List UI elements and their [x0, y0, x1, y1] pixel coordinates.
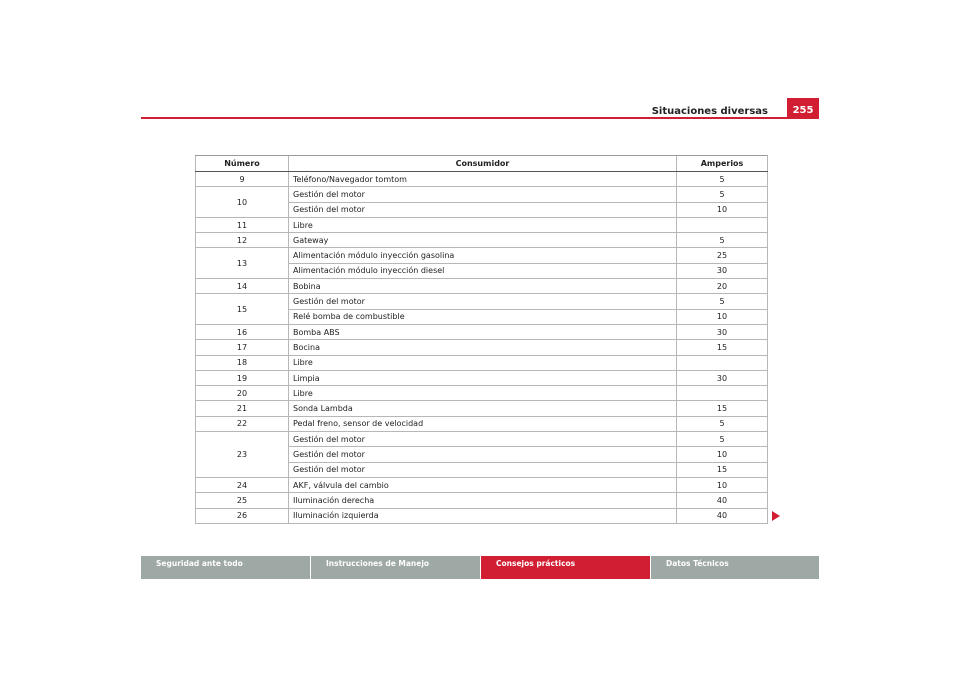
amperage-value [677, 217, 768, 232]
table-row [196, 477, 768, 492]
table-row [196, 217, 768, 232]
table-row [196, 340, 768, 355]
footer-tab-seguridad[interactable]: Seguridad ante todo [141, 556, 310, 579]
consumer-description: Alimentación módulo inyección diesel [289, 263, 677, 278]
amperage-value: 5 [677, 233, 768, 248]
footer-tab-instrucciones[interactable]: Instrucciones de Manejo [310, 556, 480, 579]
table-row [196, 233, 768, 248]
amperage-value: 5 [677, 416, 768, 431]
fuse-number: 14 [196, 279, 289, 294]
consumer-description: Alimentación módulo inyección gasolina [289, 248, 677, 263]
consumer-description: Iluminación izquierda [289, 508, 677, 523]
column-header-numero: Número [196, 156, 289, 172]
amperage-value: 15 [677, 462, 768, 477]
amperage-value: 5 [677, 187, 768, 202]
fuse-number: 25 [196, 493, 289, 508]
consumer-description: Gestión del motor [289, 432, 677, 447]
consumer-description: Gestión del motor [289, 294, 677, 309]
amperage-value: 20 [677, 279, 768, 294]
table-row [196, 248, 768, 263]
table-row [196, 432, 768, 447]
consumer-description: Gestión del motor [289, 447, 677, 462]
amperage-value: 10 [677, 309, 768, 324]
column-header-amperios: Amperios [677, 156, 768, 172]
amperage-value: 10 [677, 202, 768, 217]
fuse-number: 11 [196, 217, 289, 232]
consumer-description: Libre [289, 217, 677, 232]
consumer-description: Gestión del motor [289, 202, 677, 217]
fuse-number: 18 [196, 355, 289, 370]
fuse-number: 24 [196, 477, 289, 492]
fuse-number: 13 [196, 248, 289, 279]
fuse-number: 19 [196, 370, 289, 385]
consumer-description: Bocina [289, 340, 677, 355]
consumer-description: Limpia [289, 370, 677, 385]
consumer-description: Gestión del motor [289, 462, 677, 477]
consumer-description: Iluminación derecha [289, 493, 677, 508]
table-row [196, 355, 768, 370]
consumer-description: AKF, válvula del cambio [289, 477, 677, 492]
amperage-value: 15 [677, 340, 768, 355]
table-row [196, 370, 768, 385]
table-header-row [196, 156, 768, 172]
amperage-value: 25 [677, 248, 768, 263]
amperage-value: 30 [677, 370, 768, 385]
fuse-number: 15 [196, 294, 289, 325]
table-body [196, 172, 768, 524]
fuse-number: 21 [196, 401, 289, 416]
footer-tab-datos[interactable]: Datos Técnicos [650, 556, 819, 579]
table-row [196, 294, 768, 309]
amperage-value: 15 [677, 401, 768, 416]
consumer-description: Sonda Lambda [289, 401, 677, 416]
consumer-description: Bomba ABS [289, 324, 677, 339]
page-title: Situaciones diversas [651, 106, 768, 117]
amperage-value: 5 [677, 172, 768, 187]
fuse-number: 23 [196, 432, 289, 478]
amperage-value [677, 386, 768, 401]
amperage-value: 30 [677, 324, 768, 339]
table-row [196, 187, 768, 202]
amperage-value: 5 [677, 432, 768, 447]
amperage-value [677, 355, 768, 370]
fuse-number: 26 [196, 508, 289, 523]
footer-nav [141, 556, 819, 579]
column-header-consumidor: Consumidor [289, 156, 677, 172]
amperage-value: 10 [677, 477, 768, 492]
consumer-description: Libre [289, 355, 677, 370]
consumer-description: Bobina [289, 279, 677, 294]
next-page-arrow-icon[interactable] [772, 511, 780, 521]
table-row [196, 386, 768, 401]
table-row [196, 401, 768, 416]
table-row [196, 508, 768, 523]
amperage-value: 10 [677, 447, 768, 462]
consumer-description: Relé bomba de combustible [289, 309, 677, 324]
fuse-number: 17 [196, 340, 289, 355]
header-rule [141, 117, 819, 119]
amperage-value: 5 [677, 294, 768, 309]
fuse-number: 12 [196, 233, 289, 248]
consumer-description: Pedal freno, sensor de velocidad [289, 416, 677, 431]
fuse-number: 10 [196, 187, 289, 218]
fuse-table [195, 155, 768, 524]
fuse-number: 16 [196, 324, 289, 339]
table-row [196, 279, 768, 294]
amperage-value: 40 [677, 508, 768, 523]
fuse-number: 22 [196, 416, 289, 431]
table-row [196, 493, 768, 508]
table-row [196, 172, 768, 187]
consumer-description: Gateway [289, 233, 677, 248]
footer-tab-consejos[interactable]: Consejos prácticos [480, 556, 650, 579]
consumer-description: Gestión del motor [289, 187, 677, 202]
page-number: 255 [787, 98, 819, 119]
consumer-description: Libre [289, 386, 677, 401]
fuse-number: 9 [196, 172, 289, 187]
amperage-value: 40 [677, 493, 768, 508]
fuse-number: 20 [196, 386, 289, 401]
consumer-description: Teléfono/Navegador tomtom [289, 172, 677, 187]
amperage-value: 30 [677, 263, 768, 278]
table-row [196, 324, 768, 339]
table-row [196, 416, 768, 431]
